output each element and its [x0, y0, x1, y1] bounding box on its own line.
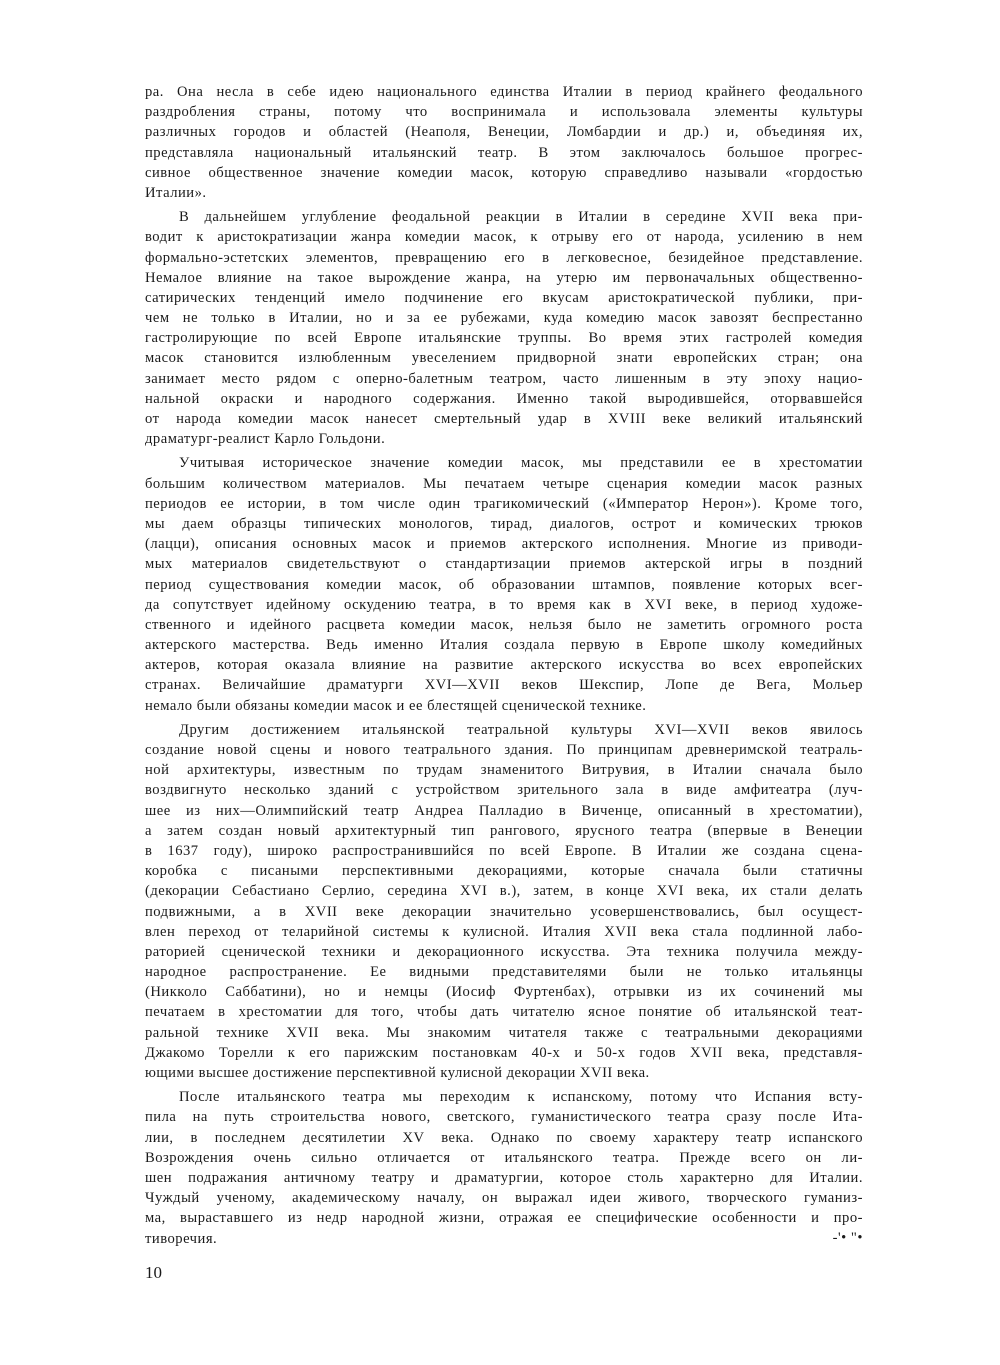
text-line: шен подражания античному театру и драматургии, которое столь характерно для Италии.	[145, 1169, 863, 1186]
text-line: представляла национальный итальянский театр. В этом заключалось большое прогрес-	[145, 144, 863, 161]
text-line: раздробления страны, потому что воспринимала и использовала элементы культуры	[145, 104, 863, 121]
text-line: актеров, которая оказала влияние на развитие актерского искусства во всех европейских	[145, 657, 863, 674]
text-line: водит к аристократизации жанра комедии масок, к отрыву его от народа, усилению в нем	[145, 229, 863, 246]
text-line: В дальнейшем углубление феодальной реакции в Италии в середине XVII века при-	[179, 209, 863, 226]
text-line: актерского мастерства. Ведь именно Италия создала первую в Европе школу комедийных	[145, 637, 863, 654]
text-line: сивное общественное значение комедии масок, которую справедливо называли «гордостью	[145, 164, 863, 181]
text-line: Чуждый ученому, академическому началу, он выражал идеи живого, творческого гуманиз-	[145, 1190, 863, 1207]
text-line: ма, выраставшего из недр народной жизни, отражая ее специфические особенности и про-	[145, 1210, 863, 1227]
text-line: народное распространение. Ее видными представителями были не только итальянцы	[145, 964, 863, 981]
text-line: (лацци), описания основных масок и приемов актерского исполнения. Многие из приводи-	[145, 536, 863, 553]
text-line: сатирических тенденций имело подчинение его вкусам аристократической публики, при-	[145, 289, 863, 306]
stray-print-marks: -'• "•	[832, 1230, 863, 1247]
text-line: Джакомо Торелли к его парижским постановкам 40-х и 50-х годов XVII века, представля-	[145, 1044, 863, 1061]
text-line: подвижными, а в XVII веке декорации значительно усовершенствовались, был осущест-	[145, 903, 863, 920]
paragraph	[145, 453, 863, 715]
text-line: странах. Величайшие драматурги XVI—XVII веков Шекспир, Лопе де Вега, Мольер	[145, 677, 863, 694]
text-line: После итальянского театра мы переходим к испанскому, потому что Испания всту-	[179, 1089, 863, 1106]
text-line: чем не только в Италии, но и за ее рубежами, куда комедию масок завозят беспрестанно	[145, 310, 863, 327]
text-line: лии, в последнем десятилетии XV века. Однако по своему характеру театр испанского	[145, 1129, 863, 1146]
text-line: ральной технике XVII века. Мы знакомим читателя также с театральными декорациями	[145, 1024, 863, 1041]
text-line: влен переход от теларийной системы к кулисной. Италия XVII века стала подлинной лабо-	[145, 923, 863, 940]
text-line: создание новой сцены и нового театрального здания. По принципам древнеримской театраль-	[145, 742, 863, 758]
text-line: большим количеством материалов. Мы печатаем четыре сценария комедии масок разных	[145, 475, 863, 492]
text-line: в 1637 году), широко распространившийся по всей Европе. В Италии же создана сцена-	[145, 842, 863, 859]
text-line: нальной окраски и народного содержания. Именно такой выродившейся, оторвавшейся	[145, 390, 863, 407]
text-line: печатаем в хрестоматии для того, чтобы дать читателю ясное понятие об итальянской теат-	[145, 1004, 863, 1021]
text-line: драматург-реалист Карло Гольдони.	[145, 431, 386, 448]
text-line: (Никколо Саббатини), но и немцы (Иосиф Фуртенбах), отрывки из их сочинений мы	[145, 984, 863, 1001]
text-line: пила на путь строительства нового, светского, гуманистического театра сразу после Ита-	[145, 1109, 863, 1126]
text-line: (декорации Себастиано Серлио, середина XVI в.), затем, в конце XVI века, их стали делать	[145, 883, 863, 900]
paragraph	[145, 1087, 863, 1249]
page-body	[145, 82, 863, 1253]
page-number: 10	[145, 1263, 162, 1282]
paragraph	[145, 720, 863, 1083]
text-line: периодов ее истории, в том числе один трагикомический («Император Нерон»). Кроме того,	[145, 495, 863, 512]
text-line: ной архитектуры, известным по трудам знаменитого Витрувия, в Италии сначала было	[145, 762, 863, 779]
text-line: раторией сценической техники и декорационного искусства. Эта техника получила между-	[145, 943, 863, 960]
text-line: занимает место рядом с оперно-балетным театром, часто лишенным в эту эпоху нацио-	[145, 370, 863, 387]
text-line: а затем создан новый архитектурный тип рангового, ярусного театра (впервые в Венеции	[145, 822, 863, 839]
text-line: мы даем образцы типических монологов, тирад, диалогов, острот и комических трюков	[145, 515, 863, 532]
text-line: воздвигнуто несколько зданий с устройством зрительного зала в виде амфитеатра (луч-	[145, 782, 863, 799]
paragraph	[145, 207, 863, 449]
text-line: да сопутствует идейному оскудению театра, в то время как в XVI веке, в период художе-	[145, 596, 863, 613]
text-line: шее из них—Олимпийский театр Андреа Палладио в Виченце, описанный в хрестоматии),	[145, 802, 863, 819]
text-line: тиворечия.	[145, 1230, 218, 1247]
text-line: немало были обязаны комедии масок и ее блестящей сценической технике.	[145, 697, 647, 714]
paragraph	[145, 82, 863, 203]
text-line: Немалое влияние на такое вырождение жанра, на утерю им первоначальных общественно-	[145, 269, 863, 286]
text-line: ра. Она несла в себе идею национального единства Италии в период крайнего феодального	[145, 84, 863, 100]
text-line: гастролирующие по всей Европе итальянские труппы. Во время этих гастролей комедия	[145, 330, 863, 347]
text-line: Возрождения очень сильно отличается от итальянского театра. Прежде всего он ли-	[145, 1149, 863, 1166]
text-line: период существования комедии масок, об образовании штампов, появление которых всег-	[145, 576, 863, 593]
text-line: коробка с писаными перспективными декорациями, которые сначала были статичны	[145, 863, 863, 880]
text-line: Другим достижением итальянской театральной культуры XVI—XVII веков явилось	[179, 721, 863, 738]
text-line: ющими высшее достижение перспективной кулисной декорации XVII века.	[145, 1065, 650, 1081]
text-line: Учитывая историческое значение комедии масок, мы представили ее в хрестоматии	[179, 455, 863, 472]
text-line: от народа комедии масок нанесет смертельный удар в XVIII веке великий итальянский	[145, 411, 863, 427]
text-line: мых материалов свидетельствуют о стандартизации приемов актерской игры в поздний	[145, 556, 863, 573]
text-line: различных городов и областей (Неаполя, Венеции, Ломбардии и др.) и, объединяя их,	[145, 124, 863, 141]
text-line: Италии».	[145, 184, 207, 201]
text-line: масок становится излюбленным увеселением придворной знати европейских стран; она	[145, 350, 863, 367]
text-line: формально-эстетских элементов, превращению его в легковесное, безидейное представление.	[145, 249, 863, 266]
text-line: ственного и идейного расцвета комедии масок, нельзя было не заметить огромного роста	[145, 616, 863, 633]
